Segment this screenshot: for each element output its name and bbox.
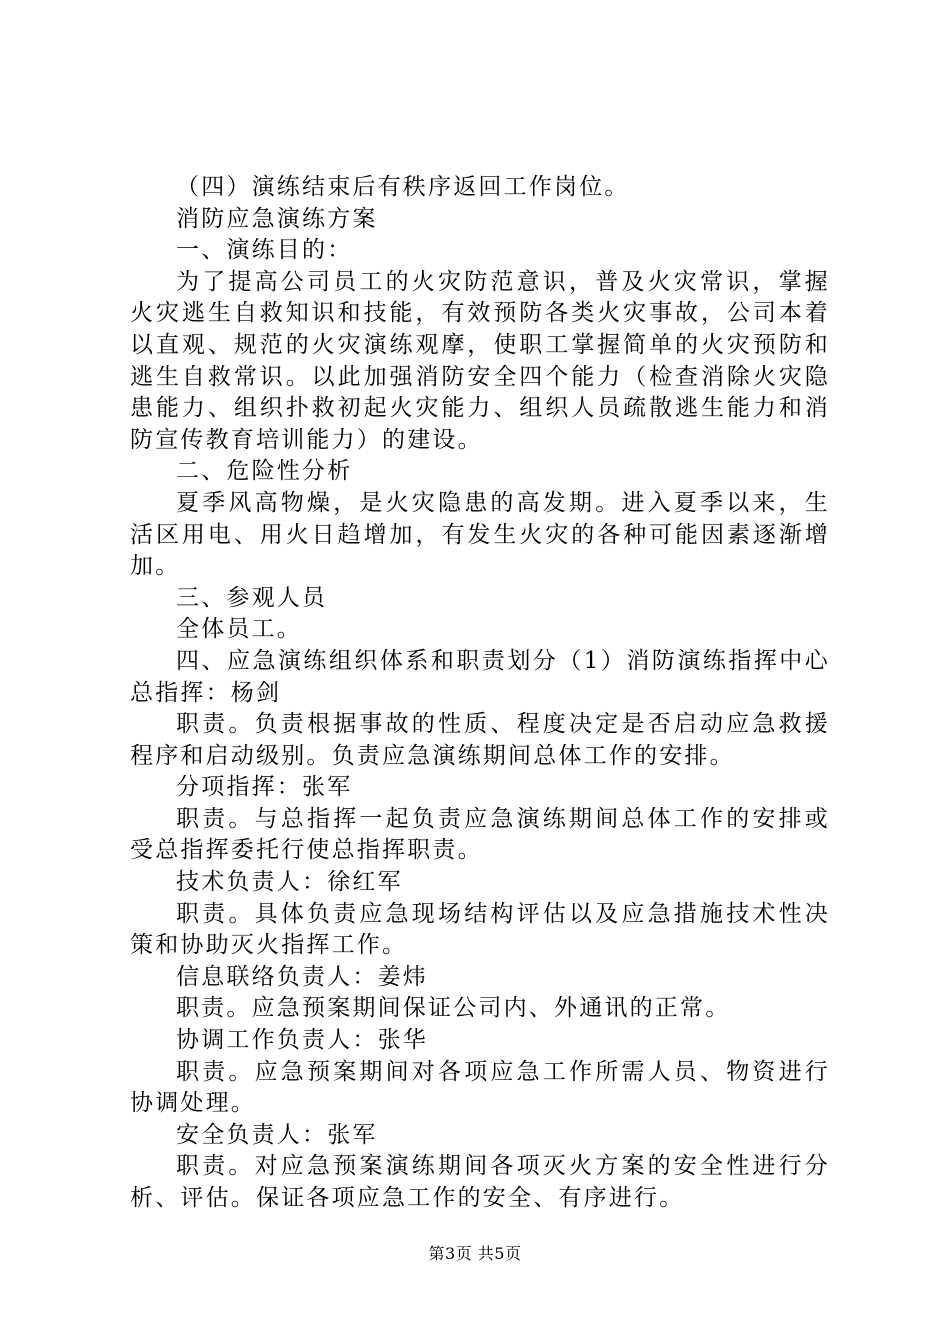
paragraph-tech-lead-duty: 职责。具体负责应急现场结构评估以及应急措施技术性决策和协助灭火指挥工作。 — [130, 900, 830, 959]
paragraph-section-risk: 二、危险性分析 — [176, 458, 353, 485]
paragraph-safety-lead: 安全负责人：张军 — [176, 1121, 378, 1148]
paragraph-tech-lead: 技术负责人：徐红军 — [176, 869, 403, 896]
paragraph-safety-lead-duty: 职责。对应急预案演练期间各项灭火方案的安全性进行分析、评估。保证各项应急工作的安全、有序进行。 — [130, 1153, 830, 1211]
paragraph-coordination-lead-duty: 职责。应急预案期间对各项应急工作所需人员、物资进行协调处理。 — [130, 1058, 830, 1117]
paragraph-section-purpose: 一、演练目的： — [176, 237, 353, 264]
paragraph-purpose-body: 为了提高公司员工的火灾防范意识，普及火灾常识，掌握火灾逃生自救知识和技能，有效预防各类火灾事故，公司本着以直观、规范的火灾演练观摩，使职工掌握简单的火灾预防和逃生自救常识。以此加强消防安全四个能力（检查消除火灾隐患能力、组织扑救初起火灾能力、组织人员疏散逃生能力和消防宣传教育培训能力）的建设。 — [130, 268, 830, 453]
paragraph-comms-lead-duty: 职责。应急预案期间保证公司内、外通讯的正常。 — [176, 995, 731, 1022]
paragraph-section-participants: 三、参观人员 — [176, 584, 328, 611]
paragraph-risk-body: 夏季风高物燥，是火灾隐患的高发期。进入夏季以来，生活区用电、用火日趋增加，有发生火灾的各种可能因素逐渐增加。 — [130, 489, 830, 580]
paragraph-section-organization: 四、应急演练组织体系和职责划分（1）消防演练指挥中心总指挥：杨剑 — [130, 647, 830, 706]
page-footer — [0, 1244, 950, 1264]
paragraph-plan-title: 消防应急演练方案 — [176, 205, 378, 232]
document-body — [130, 172, 830, 1215]
paragraph-sub-commander: 分项指挥：张军 — [176, 774, 353, 801]
paragraph-commander-duty: 职责。负责根据事故的性质、程度决定是否启动应急救援程序和启动级别。负责应急演练期间总体工作的安排。 — [130, 711, 830, 769]
page-number: 第3页 共5页 — [428, 1244, 522, 1263]
paragraph-drill-end: （四）演练结束后有秩序返回工作岗位。 — [176, 174, 630, 200]
paragraph-participants-body: 全体员工。 — [176, 616, 302, 643]
paragraph-coordination-lead: 协调工作负责人：张华 — [176, 1027, 428, 1054]
paragraph-comms-lead: 信息联络负责人：姜炜 — [176, 963, 428, 990]
paragraph-sub-commander-duty: 职责。与总指挥一起负责应急演练期间总体工作的安排或受总指挥委托行使总指挥职责。 — [130, 805, 830, 864]
